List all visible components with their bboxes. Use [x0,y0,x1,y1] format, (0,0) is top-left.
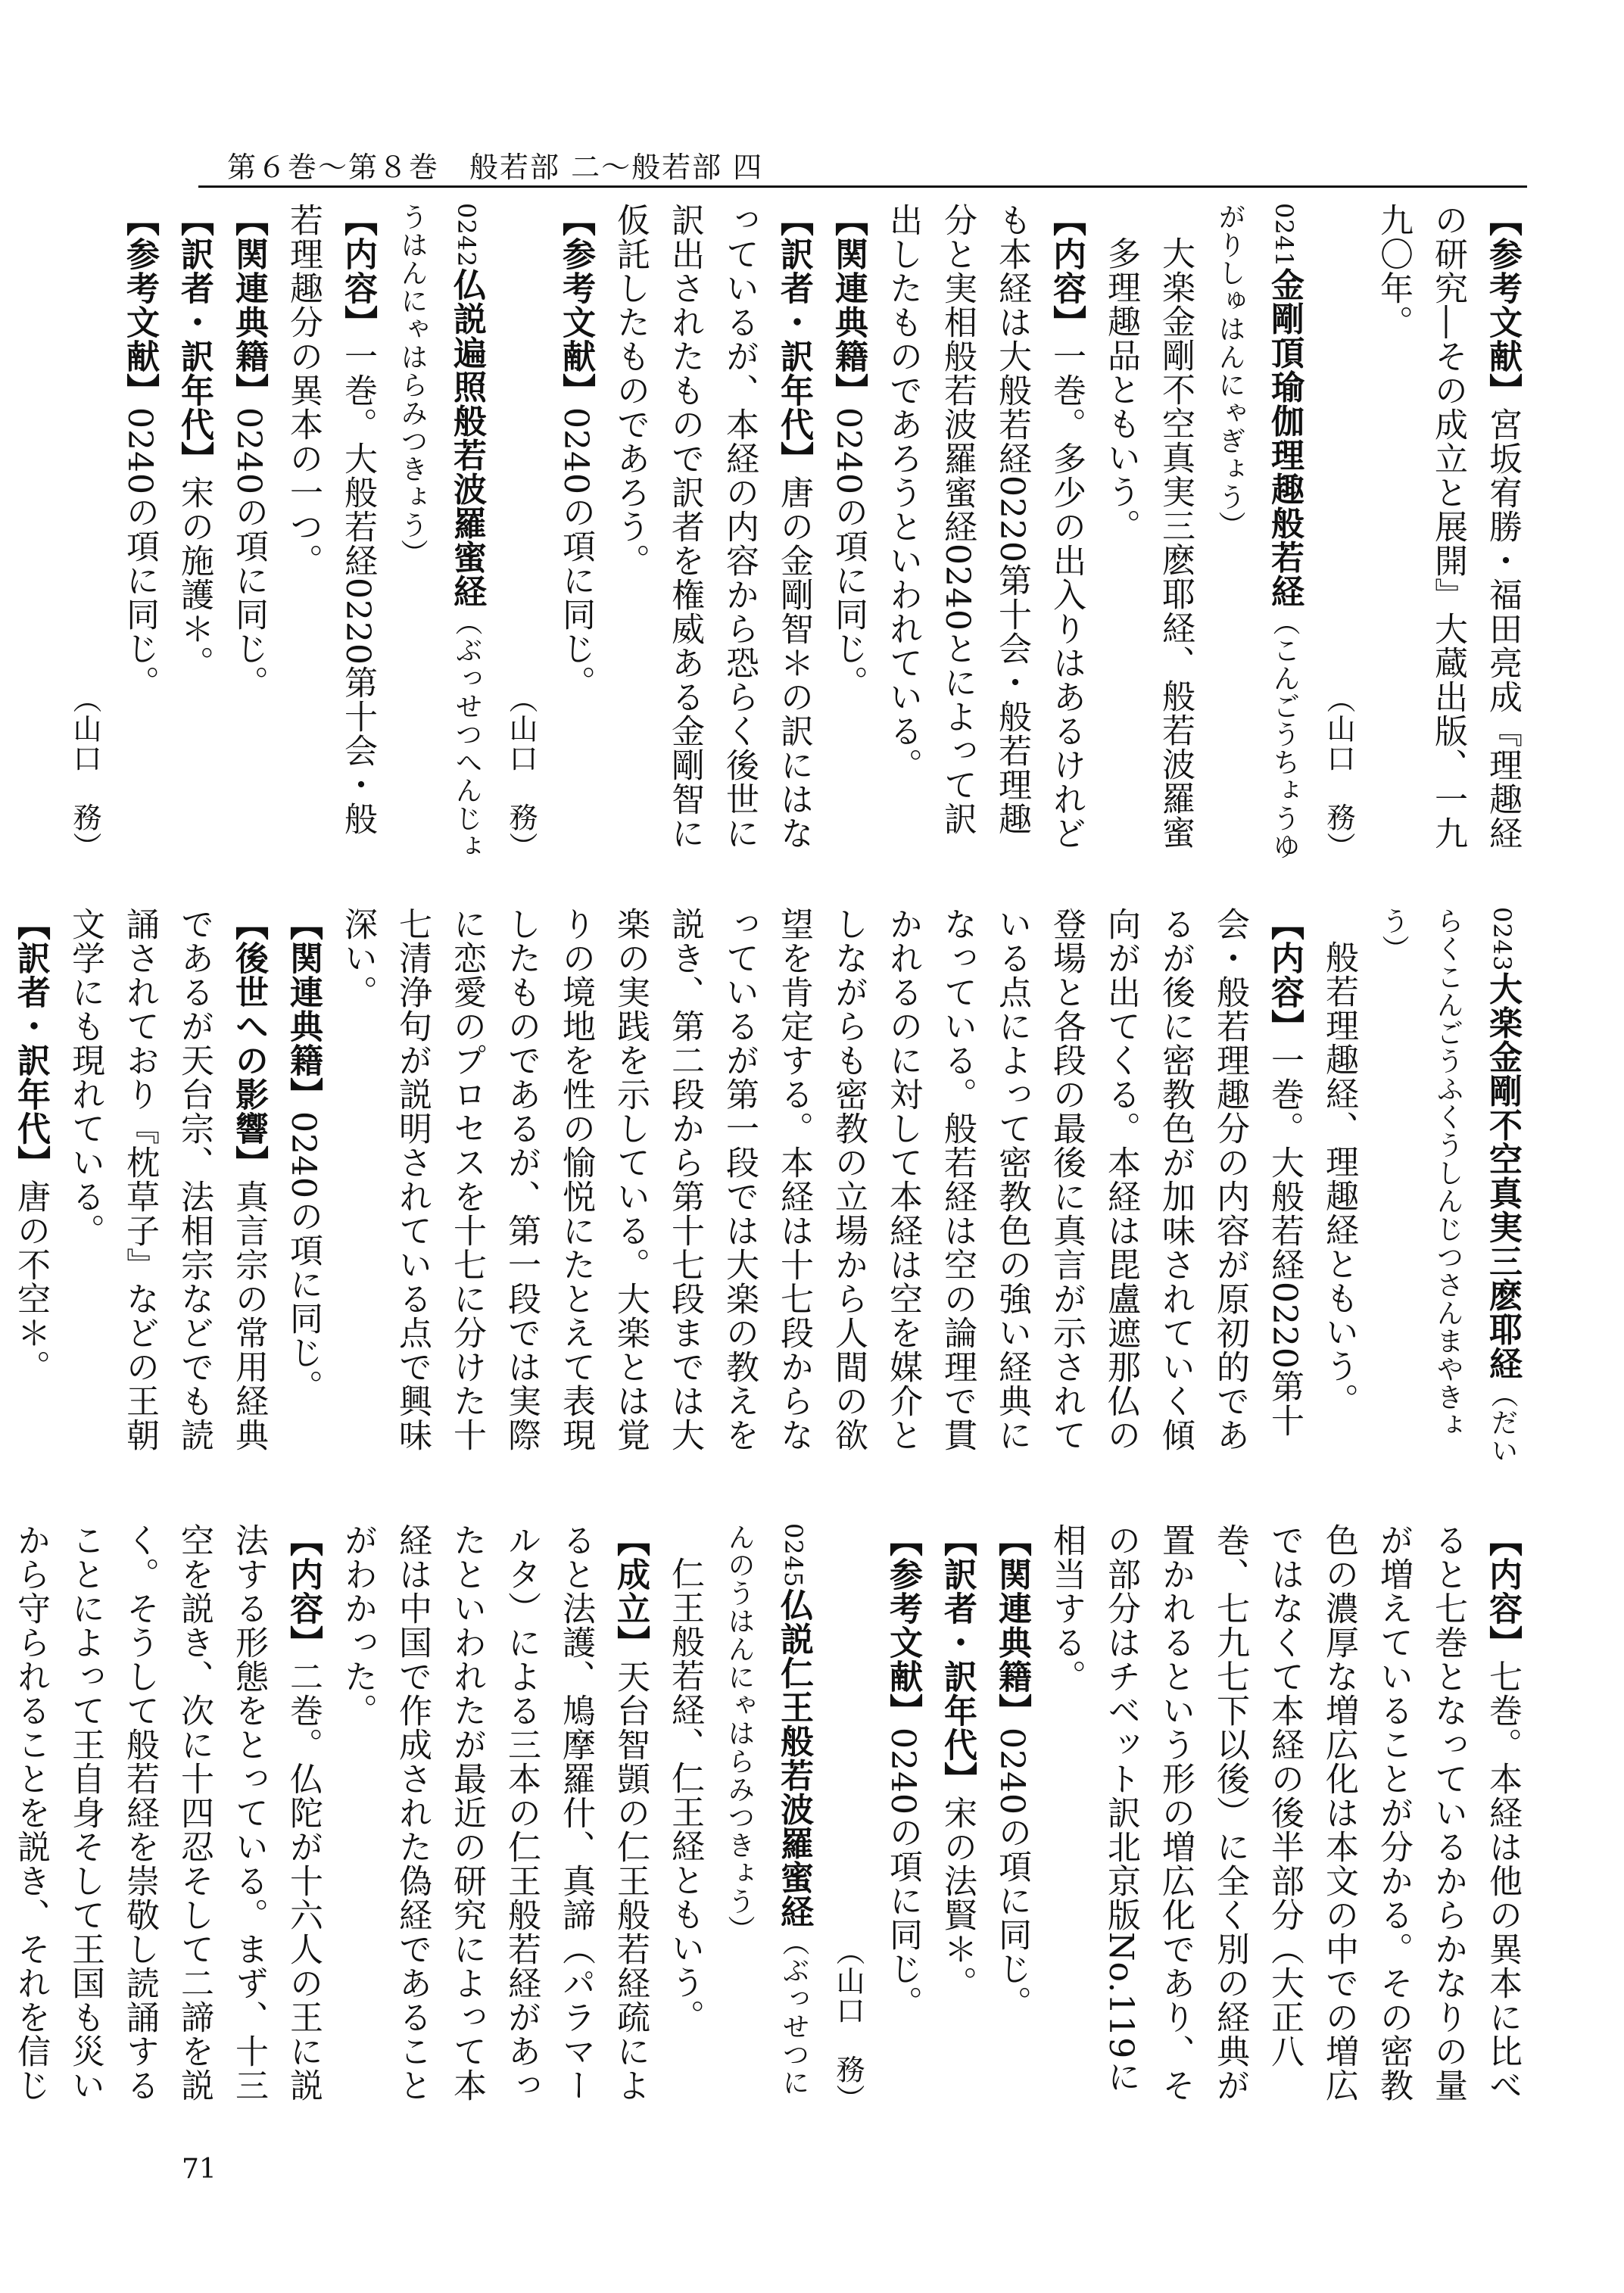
entry-section [167,203,221,861]
running-header: 第６巻～第８巻 般若部 二～般若部 四 [227,151,764,184]
section-label: 【関連典籍】 [993,1523,1031,1728]
entry-heading [385,203,494,861]
entry-section [221,203,276,861]
entry-section [984,1523,1039,2114]
entry-number: 0243 [1488,907,1516,972]
section-text: 天台智顗の仁王般若経疏によると法護、鳩摩羅什、真諦（パラマールタ）による三本の仁王般若経があったといわれたが最近の研究によって本経は中国で作成された偽経であることがわかった。 [338,1523,650,2102]
dictionary-entry [0,907,1529,1467]
entry-number: 0242 [452,203,481,268]
entry-number: 0245 [779,1523,808,1588]
section-text: 0240の項に同じ。 [884,1728,922,2020]
section-label: 【内容】 [1483,1523,1522,1659]
entry-title: 金剛頂瑜伽理趣般若経 [1265,267,1304,609]
entry-heading [712,1523,821,2114]
entry-author: （山口 務） [1322,684,1355,861]
entry-title: 仏説仁王般若波羅蜜経 [775,1587,813,1929]
column-tier-bottom [11,1523,1529,2114]
column-tier-top [68,203,1529,861]
entry-reading: （こんごうちょうゆがりしゅはんにゃぎょう） [1214,203,1300,861]
entry-section [548,203,603,861]
section-label: 【訳者・訳年代】 [775,203,813,475]
section-label: 【内容】 [1265,907,1304,1043]
entry-heading [1366,907,1529,1467]
dictionary-entry [0,1523,821,2114]
section-text: 唐の金剛智＊の訳にはなっているが、本経の内容から恐らく後世に訳出されたもので訳者を権威ある金剛智に仮託したものであろう。 [611,203,813,850]
header-rule [198,185,1527,188]
entry-alternate-names: 大楽金剛不空真実三麽耶経、般若波羅蜜多理趣品ともいう。 [1102,236,1195,849]
entry-section [0,907,3,1467]
entry-section [330,1523,657,2114]
entry-number: 0241 [1270,203,1298,268]
entry-reading: （ぶっせつにんのうはんにゃはらみつきょう） [724,1523,809,2097]
section-text: 0240の項に同じ。 [229,407,268,699]
section-text: 0240の項に同じ。 [120,407,159,699]
section-label: 【訳者・訳年代】 [938,1523,977,1796]
entry-section [276,203,385,861]
section-label: 【内容】 [338,203,377,339]
entry-section [603,203,821,861]
section-text: 0240の項に同じ。 [993,1728,1031,2020]
section-text: 唐の不空＊。 [11,1179,50,1384]
entry-alternate-names: 般若理趣経、理趣経ともいう。 [1320,940,1358,1417]
entry-section [1039,1523,1529,2114]
section-label: 【参考文献】 [556,203,595,407]
entry-section [1366,203,1529,861]
entry-section [875,203,1093,861]
section-label: 【成立】 [611,1523,650,1659]
dictionary-entry [494,203,1311,861]
entry-section [821,203,875,861]
section-label: 【内容】 [1047,203,1086,339]
section-text: 二巻。仏陀が十六人の王に説法する形態をとっている。まず、十三空を説き、次に十四忍そして二諦を説く。そうして般若経を崇敬し読誦することによって王自身そして王国も災いから守られることを説き、それを信じ [11,1523,323,2102]
section-text: 七巻。本経は他の異本に比べると七巻となっているからかなりの量が増えていることが分かる。その密教色の濃厚な増広化は本文の中での増広ではなくて本経の後半部分（大正八巻、七九七下以後）に全く別の経典が置かれるという形の増広化であり、その部分はチベット訳北京版No.119に相当する。 [1047,1523,1522,2102]
section-label: 【関連典籍】 [229,203,268,407]
section-text: 宮坂宥勝・福田亮成『理趣経の研究―その成立と展開』大蔵出版、一九九〇年。 [1374,203,1522,850]
section-label: 【内容】 [284,1523,323,1659]
section-text: 0240の項に同じ。 [284,1111,323,1404]
dictionary-entry [821,1523,1529,2114]
dictionary-entry [58,203,494,861]
dictionary-entry [1311,203,1529,861]
section-label: 【参考文献】 [1483,203,1522,407]
section-text: 0240の項に同じ。 [556,407,595,699]
entry-section [112,203,167,861]
entry-section [930,1523,984,2114]
section-label: 【関連典籍】 [284,907,323,1111]
column-tier-middle [11,907,1529,1467]
section-text: 一巻。大般若経0220第十会・般若理趣分の異本の一つ。 [284,203,377,836]
entry-reading: （だいらくこんごうふくうしんじつさんまやきょう） [1378,907,1518,1465]
section-text: 0240の項に同じ。 [829,407,868,699]
entry-section [0,1523,330,2114]
entry-section [58,907,276,1467]
section-label: 【関連典籍】 [829,203,868,407]
section-text: 一巻。多少の出入りはあるけれども本経は大般若経0220第十会・般若理趣分と実相般若波羅蜜経0240とによって訳出したものであろうといわれている。 [884,203,1086,850]
entry-author: （山口 務） [504,684,538,861]
entry-heading [1202,203,1311,861]
entry-alternate-names: 仁王般若経、仁王経ともいう。 [665,1556,704,2033]
section-text: 一巻。大般若経0220第十会・般若理趣分の内容が原初的であるが後に密教色が加味されていく傾向が出てくる。本経は毘盧遮那仏の登場と各段の最後に真言が示されている点によって密教色の強い経典になっている。般若経は空の論理で貫かれるのに対して本経は空を媒介としながらも密教の立場から人間の欲望を肯定する。本経は十七段からなっているが第一段では大楽の教えを説き、第二段から第十七段までは大楽の実践を示している。大楽とは覚りの境地を性の愉悦にたとえて表現したものであるが、第一段では実際に恋愛のプロセスを十七に分けた十七清浄句が説明されている点で興味深い。 [338,907,1304,1452]
page-number: 71 [182,2154,217,2185]
section-label: 【参考文献】 [120,203,159,407]
section-text: 真言宗の常用経典であるが天台宗、法相宗などでも読誦されており『枕草子』などの王朝文学にも現れている。 [66,907,268,1452]
section-label: 【訳者・訳年代】 [11,907,50,1179]
entry-author: （山口 務） [831,1936,865,2114]
entry-title: 仏説遍照般若波羅蜜経 [447,267,486,609]
entry-section [276,907,330,1467]
section-text: 宋の法賢＊。 [938,1796,977,2000]
section-label: 【参考文献】 [884,1523,922,1728]
entry-reading: （ぶっせつへんじょうはんにゃはらみつきょう） [397,203,482,861]
section-label: 【訳者・訳年代】 [175,203,214,475]
entry-section [875,1523,930,2114]
entry-section [3,907,58,1467]
section-text: 宋の施護＊。 [175,475,214,680]
section-label: 【後世への影響】 [229,907,268,1179]
entry-section [330,907,1311,1467]
entry-author: （山口 務） [68,684,101,861]
entry-title: 大楽金剛不空真実三麽耶経 [1483,971,1522,1381]
